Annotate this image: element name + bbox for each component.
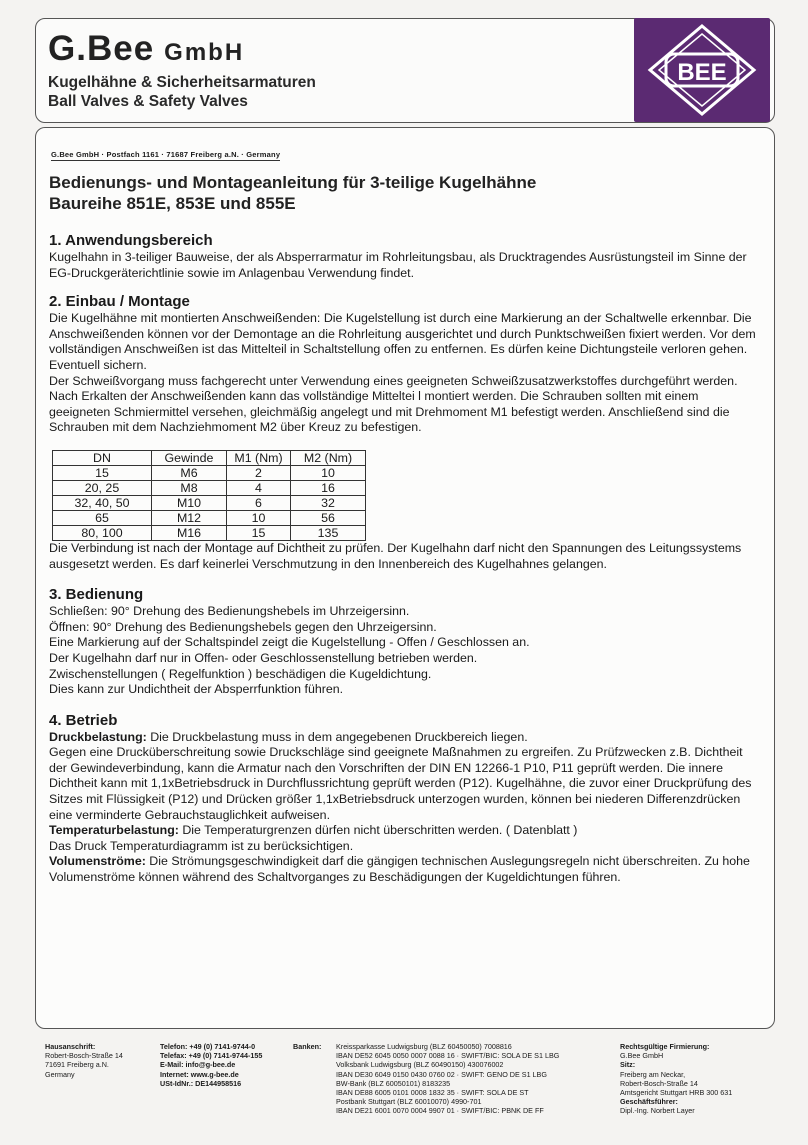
title-line-1: Bedienungs- und Montageanleitung für 3-teilige Kugelhähne [49, 173, 537, 192]
table-cell: 135 [291, 525, 366, 540]
table-cell: 6 [227, 495, 291, 510]
table-cell: 56 [291, 510, 366, 525]
bank-line: IBAN DE21 6001 0070 0004 9907 01 · SWIFT/BIC: PBNK DE FF [336, 1106, 544, 1116]
table-row [53, 480, 366, 495]
pressure-para: Gegen eine Drucküberschreitung sowie Druckschläge sind geeignete Maßnahmen zu ergreifen. Zu Prüfzwecken z.B. Dichtheit der Gewindeverbindung, kann die Armatur nach den Vorschriften der DIN EN 12266-1 P10, P11 geprüft werden. Die innere Dichtheit kann mit 1,1xBetriebsdruck in Durchflussrichtung geprüft werden (P12). Kugelhähne, die zuvor einer Druckprüfung des Sitzes mit Flüssigkeit (P12) und Drücken größer 1,1xBetriebsdruck unterzogen wurden, können bei niederen Differenzdrücken eine verminderte Gebrauchstauglichkeit aufweisen. [49, 745, 752, 822]
pressure-line [49, 730, 761, 746]
address-line: 71691 Freiberg a.N. [45, 1060, 109, 1070]
company-block [48, 29, 316, 111]
email-link[interactable]: E-Mail: info@g-bee.de [160, 1060, 236, 1070]
table-row [53, 495, 366, 510]
logo-text: BEE [677, 59, 727, 86]
section-3 [49, 586, 761, 698]
content [49, 232, 761, 886]
table-cell: 10 [227, 510, 291, 525]
section-2-para-1: Die Kugelhähne mit montierten Anschweißenden: Die Kugelstellung ist durch eine Markierung an der Schaltwelle erkennbar. Die Anschweißenden können vor der Demontage an die Rohrleitung ausgerichtet und durch Punktschweißen fixiert werden. Vor dem vollständigen Anschweißen ist das Mittelteil in Schaltstellung offen zu entfernen. Es dürfen keine Dichtungsteile verloren gehen. Eventuell sichern. [49, 311, 756, 372]
table-cell: 80, 100 [53, 525, 152, 540]
table-cell: 4 [227, 480, 291, 495]
banks-label: Banken: [293, 1042, 322, 1051]
footer-banks-label [293, 1042, 333, 1051]
tagline-de: Kugelhähne & Sicherheitsarmaturen [48, 74, 316, 91]
table-cell: 20, 25 [53, 480, 152, 495]
table-cell: M16 [152, 525, 227, 540]
pressure-label: Druckbelastung: [49, 729, 147, 744]
address-line: Germany [45, 1069, 75, 1079]
table-cell: M8 [152, 480, 227, 495]
bank-line: IBAN DE88 6005 0101 0008 1832 35 · SWIFT: SOLA DE ST [336, 1088, 529, 1098]
section-3-line: Zwischenstellungen ( Regelfunktion ) beschädigen die Kugeldichtung. [49, 666, 432, 681]
section-3-heading: 3. Bedienung [49, 586, 144, 604]
table-row [53, 525, 366, 540]
table-cell: 15 [227, 525, 291, 540]
firm-label: Rechtsgültige Firmierung: [620, 1042, 710, 1051]
address-line: Robert-Bosch-Straße 14 [45, 1051, 123, 1061]
torque-table [52, 450, 366, 541]
section-2-para-3: Die Verbindung ist nach der Montage auf Dichtheit zu prüfen. Der Kugelhahn darf nicht den Spannungen des Leitungssystems ausgesetzt werden. Es darf keinerlei Verschmutzung in den Innenbereich des Kugelhahnes gelangen. [49, 540, 742, 571]
section-3-line: Schließen: 90° Drehung des Bedienungshebels im Uhrzeigersinn. [49, 604, 410, 619]
temperature-text: Die Temperaturgrenzen dürfen nicht überschritten werden. ( Datenblatt ) [178, 823, 578, 838]
section-2-para-2: Der Schweißvorgang muss fachgerecht unter Verwendung eines geeigneten Schweißzusatzwerkstoffes durchgeführt werden. Nach Erkalten der Anschweißenden kann das vollständige Mitteltei l montiert werden. Die Schrauben sollten mit einem geeigneten Schmiermittel versehen, gleichmäßig angelegt und mit Drehmoment M1 befestigt werden. Anschließend sind die Schrauben mit dem Nachziehmoment M2 über Kreuz zu befestigen. [49, 373, 738, 435]
temperature-line [49, 823, 761, 839]
bank-line: IBAN DE52 6045 0050 0007 0088 16 · SWIFT/BIC: SOLA DE S1 LBG [336, 1051, 560, 1061]
table-cell: 65 [53, 510, 152, 525]
footer [35, 1038, 775, 1130]
seat-line: Amtsgericht Stuttgart HRB 300 631 [620, 1088, 733, 1098]
table-header-cell: M1 (Nm) [227, 450, 291, 465]
section-2 [49, 293, 761, 572]
table-cell: M6 [152, 465, 227, 480]
section-3-line: Öffnen: 90° Drehung des Bedienungshebels gegen den Uhrzeigersinn. [49, 619, 437, 634]
section-3-line: Der Kugelhahn darf nur in Offen- oder Geschlossenstellung betrieben werden. [49, 650, 478, 665]
bank-line: BW-Bank (BLZ 60050101) 8183235 [336, 1078, 451, 1088]
address-label: Hausanschrift: [45, 1042, 96, 1051]
pressure-text: Die Druckbelastung muss in dem angegebenen Druckbereich liegen. [146, 729, 528, 744]
footer-banks [336, 1042, 606, 1116]
document-title [49, 172, 536, 214]
table-cell: 32 [291, 495, 366, 510]
letterhead [35, 18, 775, 123]
footer-legal [620, 1042, 770, 1116]
table-row [53, 465, 366, 480]
section-2-heading: 2. Einbau / Montage [49, 293, 190, 311]
fax: Telefax: +49 (0) 7141-9744-155 [160, 1051, 263, 1061]
table-cell: M10 [152, 495, 227, 510]
table-cell: 10 [291, 465, 366, 480]
table-header-row [53, 450, 366, 465]
section-3-line: Dies kann zur Undichtheit der Absperrfunktion führen. [49, 682, 344, 697]
seat-label: Sitz: [620, 1060, 636, 1070]
table-header-cell: M2 (Nm) [291, 450, 366, 465]
table-cell: 15 [53, 465, 152, 480]
flow-label: Volumenströme: [49, 854, 146, 869]
seat-line: Freiberg am Neckar, [620, 1069, 686, 1079]
company-name: G.Bee GmbH [48, 29, 245, 68]
seat-line: Robert-Bosch-Straße 14 [620, 1078, 698, 1088]
flow-line [49, 854, 761, 885]
document-body [35, 127, 775, 1029]
flow-text: Die Strömungsgeschwindigkeit darf die gängigen technischen Auslegungsregeln nicht überschreiten. Zu hohe Volumenströme können während des Schaltvorganges zu Beschädigungen der Kugeldichtungen führen. [49, 854, 750, 885]
table-cell: M12 [152, 510, 227, 525]
phone: Telefon: +49 (0) 7141-9744-0 [160, 1042, 256, 1051]
temperature-label: Temperaturbelastung: [49, 823, 179, 838]
footer-contact [160, 1042, 290, 1088]
table-row [53, 510, 366, 525]
section-4 [49, 712, 761, 886]
table-header-cell: Gewinde [152, 450, 227, 465]
firm-name: G.Bee GmbH [620, 1051, 664, 1061]
sender-line: G.Bee GmbH · Postfach 1161 · 71687 Freiberg a.N. · Germany [51, 150, 281, 159]
footer-address [45, 1042, 155, 1079]
section-1-heading: 1. Anwendungsbereich [49, 232, 213, 249]
ceo-name: Dipl.-Ing. Norbert Layer [620, 1106, 695, 1116]
tagline-en: Ball Valves & Safety Valves [48, 93, 248, 110]
temperature-line-2: Das Druck Temperaturdiagramm ist zu berücksichtigen. [49, 838, 354, 853]
table-cell: 16 [291, 480, 366, 495]
bank-line: Kreissparkasse Ludwigsburg (BLZ 60450050) 7008816 [336, 1042, 512, 1051]
bee-logo [634, 18, 770, 122]
section-3-line: Eine Markierung auf der Schaltspindel zeigt die Kugelstellung - Offen / Geschlossen an. [49, 635, 530, 650]
table-header-cell: DN [53, 450, 152, 465]
title-line-2: Baureihe 851E, 853E und 855E [49, 194, 296, 213]
bank-line: Volksbank Ludwigsburg (BLZ 60490150) 430076002 [336, 1060, 504, 1070]
ceo-label: Geschäftsführer: [620, 1097, 678, 1107]
vat-id: USt-IdNr.: DE144958516 [160, 1078, 242, 1088]
website-link[interactable]: Internet: www.g-bee.de [160, 1069, 239, 1079]
bank-line: Postbank Stuttgart (BLZ 60010070) 4990-701 [336, 1097, 482, 1107]
section-4-heading: 4. Betrieb [49, 711, 118, 729]
table-cell: 2 [227, 465, 291, 480]
section-1 [49, 232, 761, 281]
section-1-text: Kugelhahn in 3-teiliger Bauweise, der als Absperrarmatur im Rohrleitungsbau, als Drucktragendes Ausrüstungsteil im Sinne der EG-Druckgeräterichtlinie sowie im Anlagenbau Verwendung findet. [49, 250, 747, 280]
bank-line: IBAN DE30 6049 0150 0430 0760 02 · SWIFT: GENO DE S1 LBG [336, 1069, 547, 1079]
table-cell: 32, 40, 50 [53, 495, 152, 510]
